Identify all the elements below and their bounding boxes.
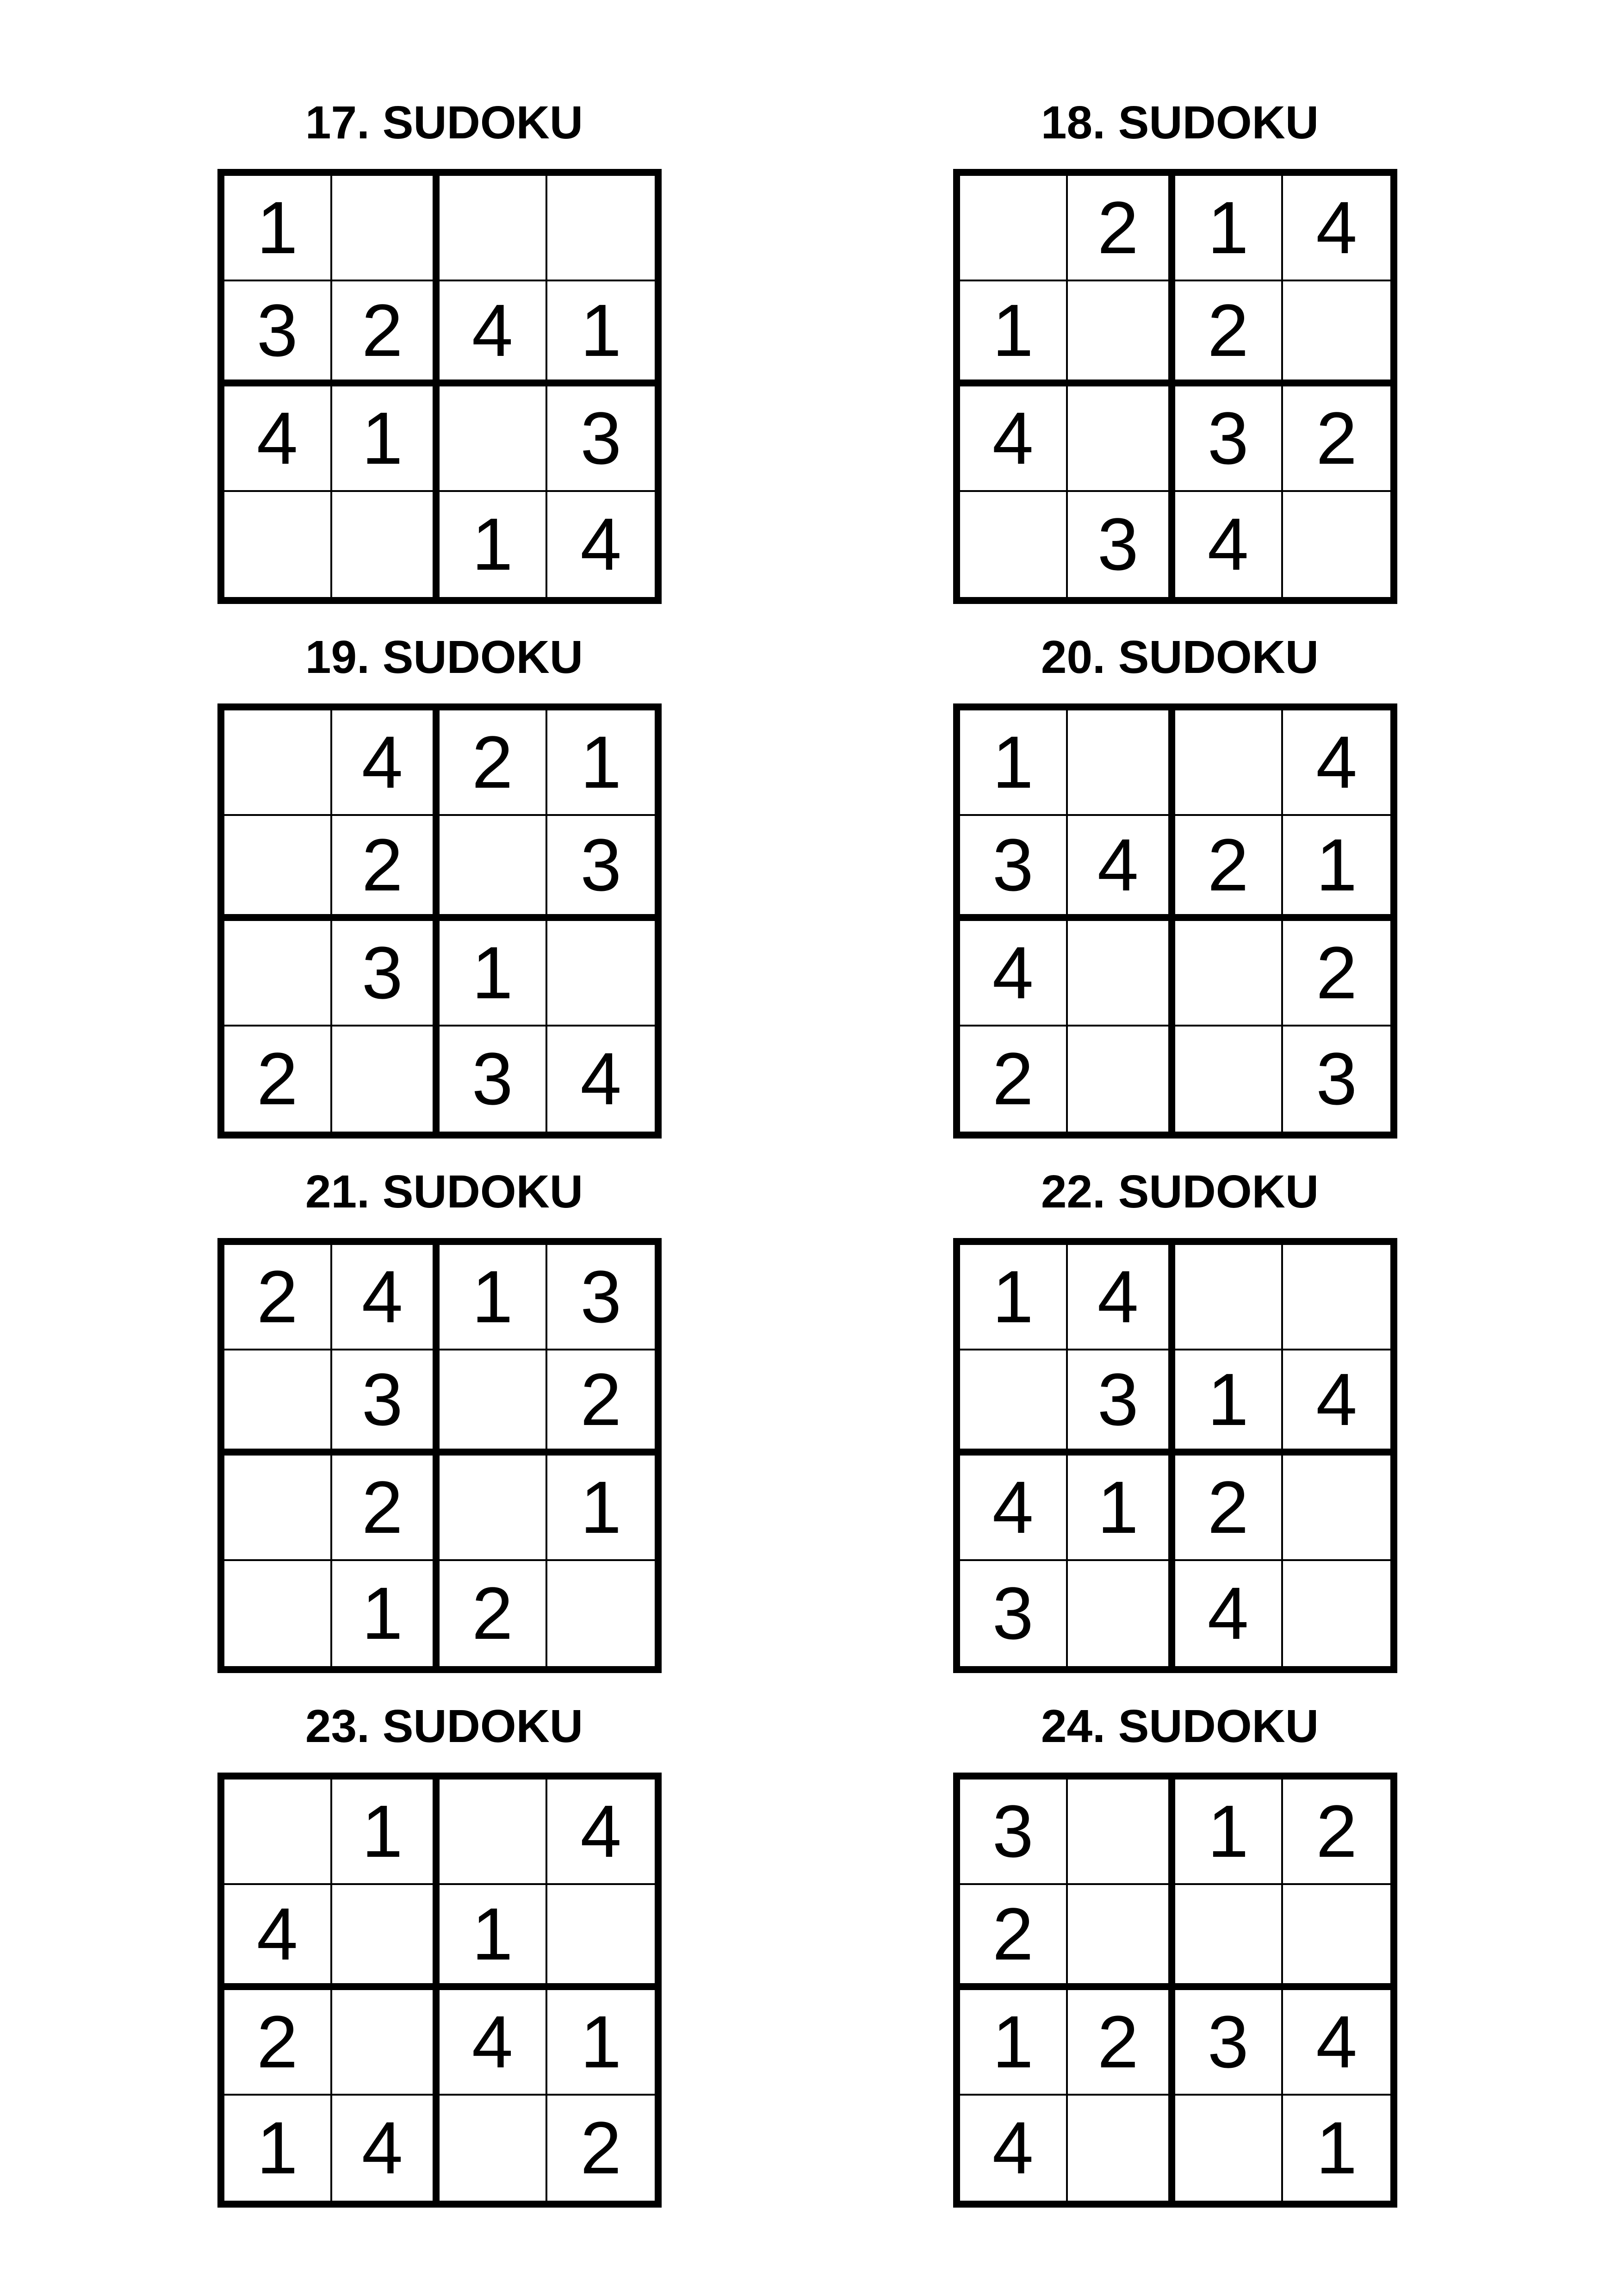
sudoku-grid — [953, 703, 1397, 1139]
sudoku-cell — [1283, 1456, 1391, 1561]
puzzle-title: 17. SUDOKU — [305, 97, 583, 149]
sudoku-cell: 2 — [440, 710, 547, 816]
sudoku-cell — [224, 1561, 332, 1667]
puzzle-title: 24. SUDOKU — [1041, 1700, 1319, 1752]
sudoku-cell — [1068, 281, 1176, 387]
sudoku-cell — [1068, 1885, 1176, 1991]
sudoku-cell: 2 — [960, 1885, 1068, 1991]
sudoku-cell: 1 — [547, 1456, 655, 1561]
sudoku-cell: 1 — [440, 921, 547, 1027]
sudoku-cell: 2 — [332, 1456, 440, 1561]
sudoku-cell: 1 — [440, 492, 547, 597]
sudoku-cell: 1 — [1175, 1780, 1283, 1885]
sudoku-cell: 3 — [332, 921, 440, 1027]
sudoku-cell: 2 — [332, 281, 440, 387]
sudoku-cell — [332, 1990, 440, 2096]
sudoku-grid — [953, 1238, 1397, 1673]
sudoku-cell: 1 — [332, 1561, 440, 1667]
sudoku-cell — [1175, 710, 1283, 816]
sudoku-cell: 3 — [1068, 1350, 1176, 1456]
sudoku-cell: 1 — [332, 386, 440, 492]
sudoku-cell — [1068, 1780, 1176, 1885]
sudoku-cell: 3 — [332, 1350, 440, 1456]
sudoku-cell: 3 — [1175, 386, 1283, 492]
sudoku-cell: 4 — [224, 386, 332, 492]
sudoku-cell: 1 — [960, 710, 1068, 816]
puzzle-title: 21. SUDOKU — [305, 1166, 583, 1218]
sudoku-cell: 2 — [332, 816, 440, 921]
sudoku-grid — [217, 169, 662, 604]
sudoku-cell: 3 — [960, 1561, 1068, 1667]
sudoku-cell: 2 — [1175, 281, 1283, 387]
sudoku-cell: 3 — [440, 1027, 547, 1132]
sudoku-cell — [547, 176, 655, 281]
sudoku-cell: 4 — [1283, 1350, 1391, 1456]
sudoku-cell: 4 — [1283, 176, 1391, 281]
sudoku-cell — [547, 1885, 655, 1991]
sudoku-cell — [1175, 1027, 1283, 1132]
sudoku-cell — [1283, 1561, 1391, 1667]
sudoku-cell: 4 — [1283, 710, 1391, 816]
sudoku-cell — [1068, 386, 1176, 492]
sudoku-cell — [1283, 492, 1391, 597]
sudoku-cell — [960, 176, 1068, 281]
sudoku-cell: 1 — [440, 1245, 547, 1350]
sudoku-cell: 4 — [1175, 492, 1283, 597]
sudoku-cell — [1068, 2096, 1176, 2201]
sudoku-cell: 4 — [580, 503, 622, 586]
sudoku-cell: 4 — [224, 1885, 332, 1991]
sudoku-cell: 4 — [1068, 816, 1176, 921]
sudoku-cell — [960, 492, 1068, 597]
sudoku-cell: 1 — [224, 176, 332, 281]
sudoku-cell: 1 — [224, 2096, 332, 2201]
sudoku-grid — [953, 169, 1397, 604]
sudoku-cell: 1 — [440, 1885, 547, 1991]
sudoku-cell — [332, 1027, 440, 1132]
sudoku-cell: 3 — [547, 1245, 655, 1350]
sudoku-cell: 3 — [547, 816, 655, 921]
sudoku-cell: 2 — [580, 2106, 622, 2190]
sudoku-cell: 4 — [332, 1245, 440, 1350]
sudoku-cell: 1 — [960, 1245, 1068, 1350]
sudoku-cell: 4 — [960, 1456, 1068, 1561]
sudoku-cell: 3 — [547, 386, 655, 492]
sudoku-grid — [217, 1773, 662, 2208]
sudoku-cell: 3 — [224, 281, 332, 387]
sudoku-cell — [332, 176, 440, 281]
sudoku-cell: 4 — [1175, 1561, 1283, 1667]
sudoku-cell: 4 — [440, 281, 547, 387]
sudoku-cell: 4 — [960, 921, 1068, 1027]
sudoku-cell: 3 — [960, 1780, 1068, 1885]
sudoku-cell: 2 — [224, 1245, 332, 1350]
sudoku-cell — [224, 1780, 332, 1885]
sudoku-cell — [440, 386, 547, 492]
sudoku-cell — [1175, 2096, 1283, 2201]
sudoku-cell: 2 — [224, 1990, 332, 2096]
sudoku-cell: 3 — [1068, 492, 1176, 597]
sudoku-cell: 2 — [960, 1027, 1068, 1132]
sudoku-cell: 2 — [1283, 921, 1391, 1027]
sudoku-cell: 1 — [1316, 2106, 1358, 2190]
sudoku-cell — [1068, 1561, 1176, 1667]
sudoku-cell — [332, 492, 440, 597]
puzzle-title: 18. SUDOKU — [1041, 97, 1319, 149]
sudoku-cell: 1 — [960, 281, 1068, 387]
sudoku-cell: 1 — [1283, 816, 1391, 921]
sudoku-cell — [440, 1350, 547, 1456]
sudoku-cell: 3 — [960, 816, 1068, 921]
sudoku-cell — [224, 816, 332, 921]
sudoku-cell: 2 — [1068, 176, 1176, 281]
sudoku-cell: 1 — [332, 1780, 440, 1885]
sudoku-cell — [440, 2096, 547, 2201]
sudoku-cell — [224, 921, 332, 1027]
sudoku-cell — [1175, 1245, 1283, 1350]
sudoku-cell: 4 — [580, 1037, 622, 1120]
sudoku-cell — [1068, 710, 1176, 816]
sudoku-cell — [1283, 1885, 1391, 1991]
sudoku-cell: 4 — [960, 386, 1068, 492]
sudoku-cell: 4 — [960, 2096, 1068, 2201]
sudoku-cell: 4 — [440, 1990, 547, 2096]
sudoku-cell — [440, 1456, 547, 1561]
sudoku-cell — [440, 1780, 547, 1885]
sudoku-cell: 4 — [332, 2096, 440, 2201]
sudoku-cell: 4 — [1283, 1990, 1391, 2096]
puzzle-title: 19. SUDOKU — [305, 631, 583, 683]
puzzle-title: 20. SUDOKU — [1041, 631, 1319, 683]
sudoku-cell — [1175, 1885, 1283, 1991]
sudoku-cell: 2 — [224, 1027, 332, 1132]
sudoku-cell: 4 — [1068, 1245, 1176, 1350]
sudoku-cell: 1 — [547, 281, 655, 387]
sudoku-cell — [224, 492, 332, 597]
sudoku-cell: 1 — [1068, 1456, 1176, 1561]
sudoku-cell: 2 — [1068, 1990, 1176, 2096]
sudoku-cell: 2 — [1175, 1456, 1283, 1561]
sudoku-grid — [953, 1773, 1397, 2208]
sudoku-cell: 3 — [1316, 1037, 1358, 1120]
sudoku-cell — [332, 1885, 440, 1991]
puzzle-title: 23. SUDOKU — [305, 1700, 583, 1752]
sudoku-cell — [547, 1561, 655, 1667]
sudoku-cell: 4 — [547, 1780, 655, 1885]
sudoku-cell — [547, 921, 655, 1027]
puzzle-title: 22. SUDOKU — [1041, 1166, 1319, 1218]
sudoku-cell — [1068, 921, 1176, 1027]
sudoku-cell: 2 — [440, 1561, 547, 1667]
sudoku-cell — [224, 710, 332, 816]
sudoku-cell: 2 — [1175, 816, 1283, 921]
sudoku-cell — [1068, 1027, 1176, 1132]
sudoku-cell: 1 — [1175, 176, 1283, 281]
sudoku-cell: 3 — [1175, 1990, 1283, 2096]
sudoku-cell — [440, 816, 547, 921]
sudoku-cell — [960, 1350, 1068, 1456]
sudoku-cell: 1 — [960, 1990, 1068, 2096]
sudoku-cell — [440, 176, 547, 281]
sudoku-cell: 2 — [1283, 386, 1391, 492]
sudoku-cell — [1283, 1245, 1391, 1350]
sudoku-cell: 2 — [1283, 1780, 1391, 1885]
sudoku-cell — [1283, 281, 1391, 387]
sudoku-cell — [224, 1350, 332, 1456]
sudoku-cell: 1 — [547, 1990, 655, 2096]
sudoku-cell: 4 — [332, 710, 440, 816]
sudoku-cell: 2 — [547, 1350, 655, 1456]
sudoku-cell: 1 — [547, 710, 655, 816]
sudoku-grid — [217, 703, 662, 1139]
sudoku-grid — [217, 1238, 662, 1673]
sudoku-cell — [1175, 921, 1283, 1027]
sudoku-cell: 1 — [1175, 1350, 1283, 1456]
sudoku-cell — [224, 1456, 332, 1561]
